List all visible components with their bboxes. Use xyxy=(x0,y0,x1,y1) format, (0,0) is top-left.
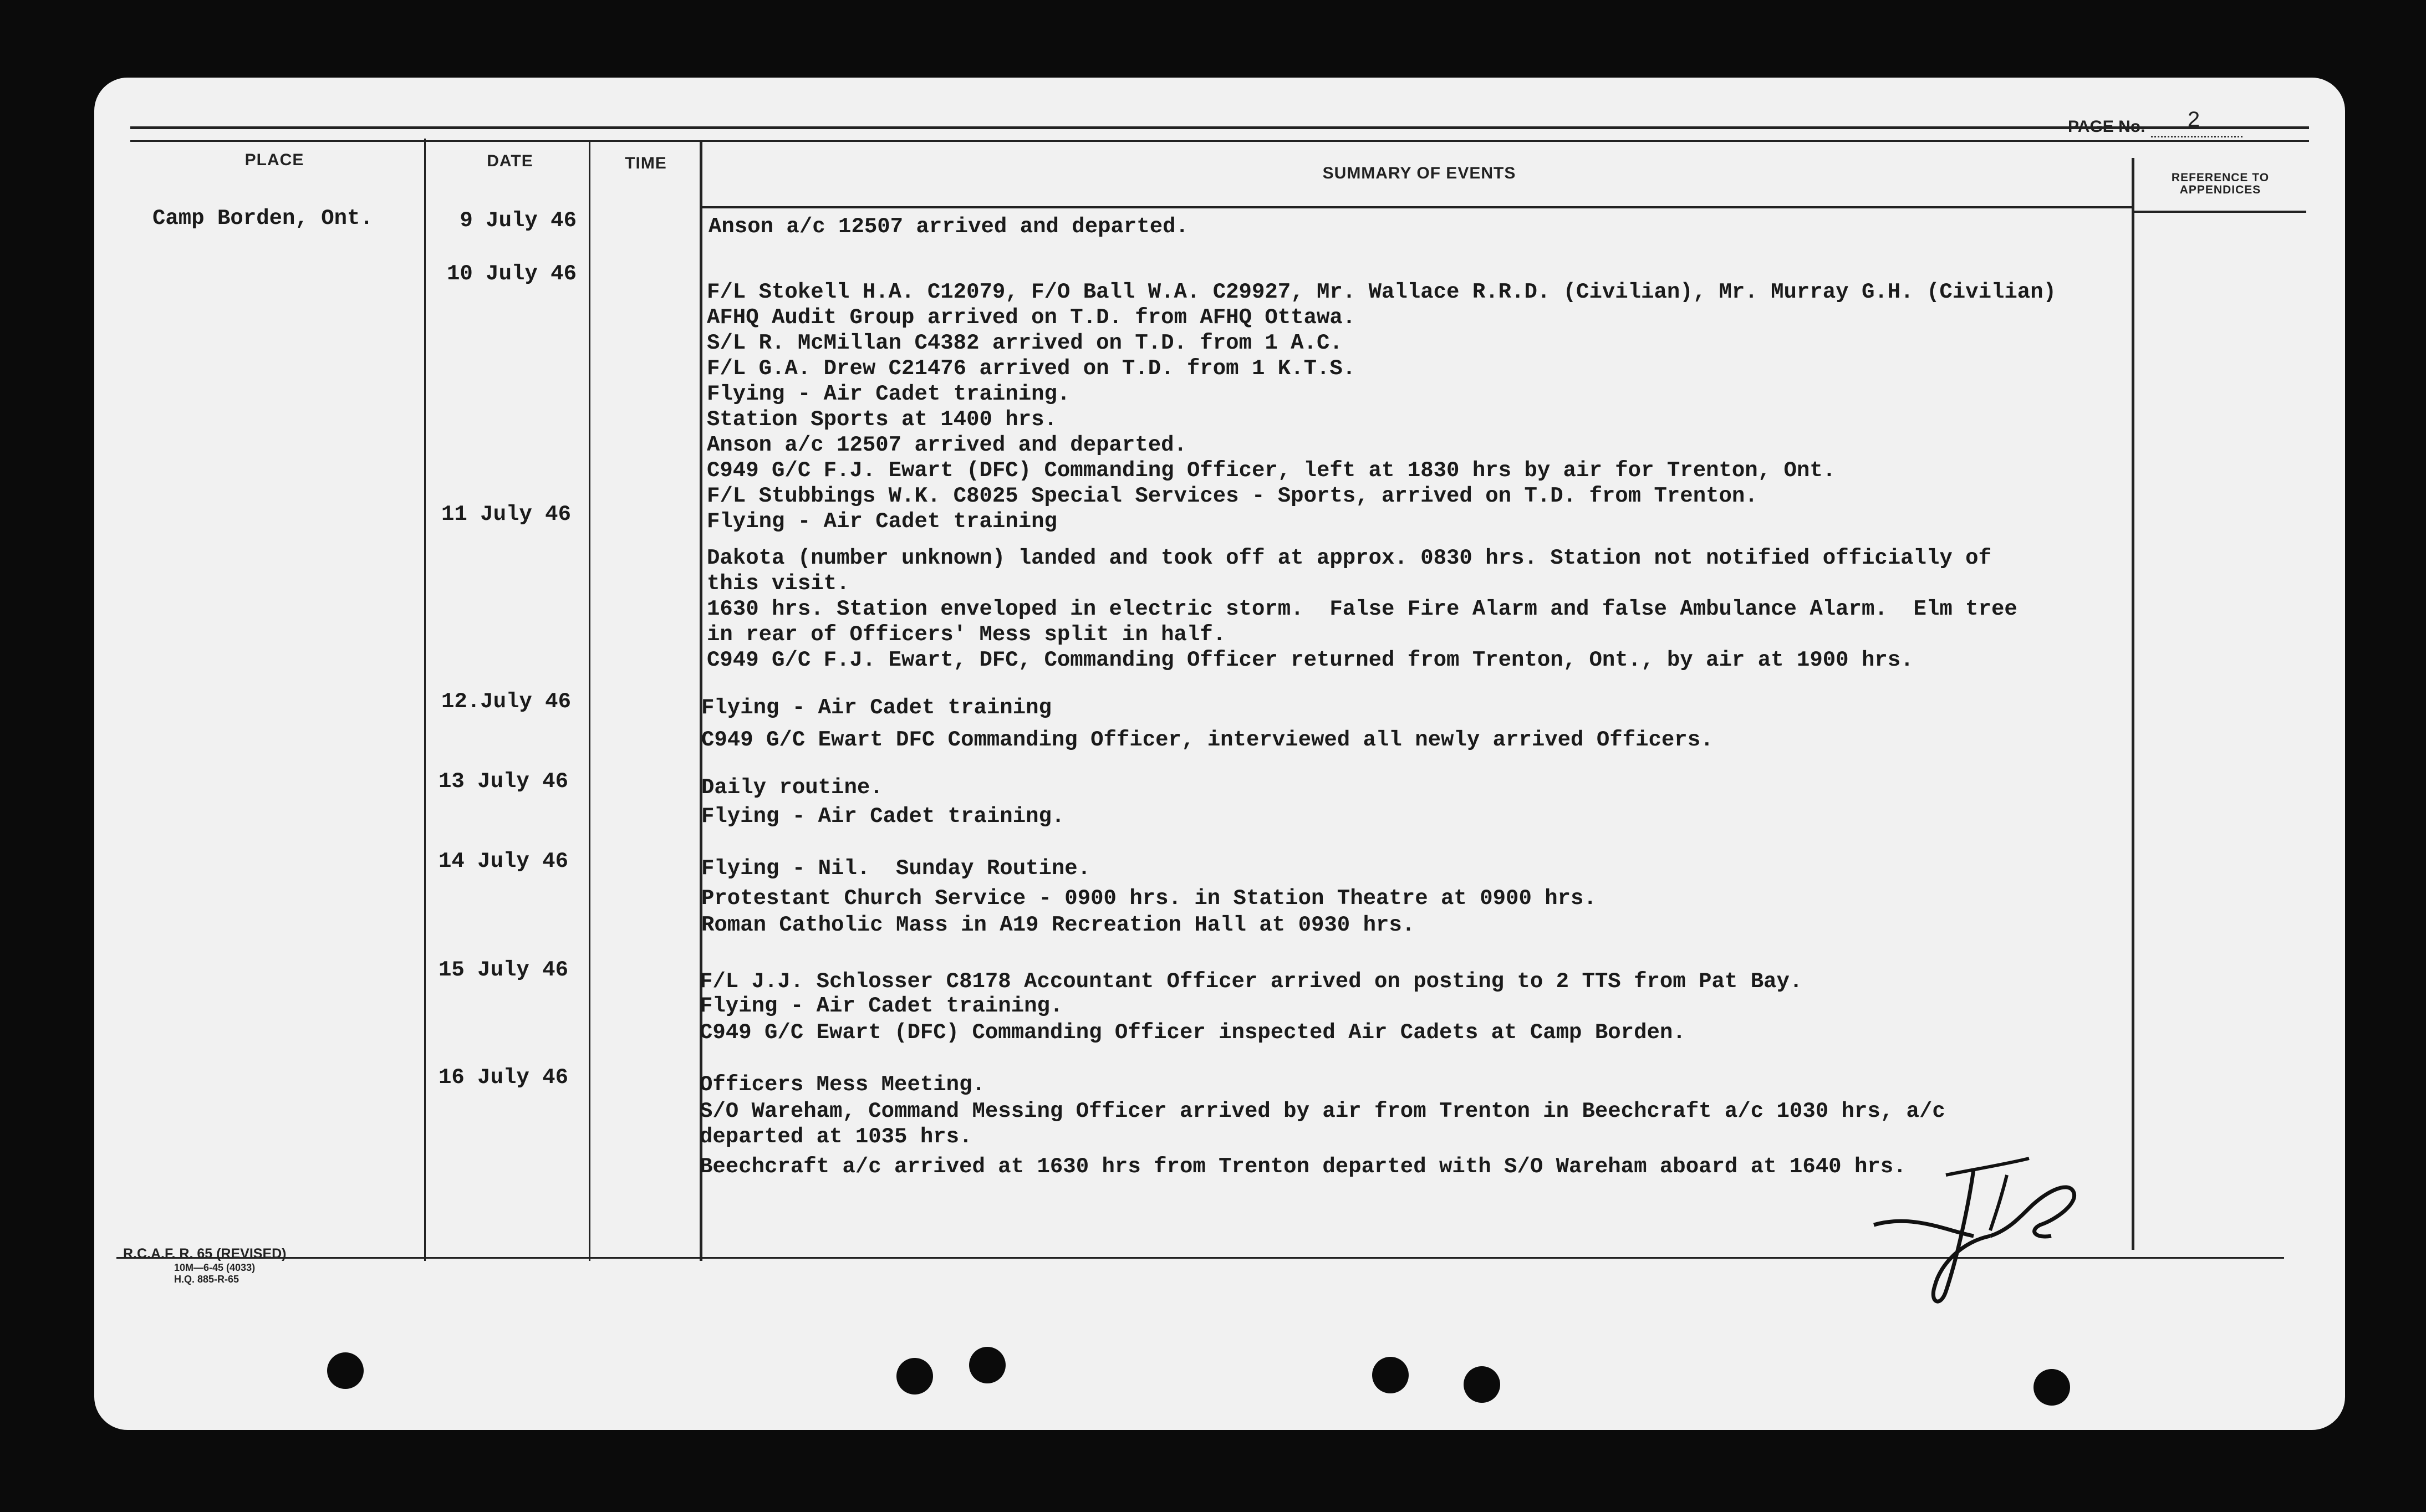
event-line: F/L Stokell H.A. C12079, F/O Ball W.A. C29927, Mr. Wallace R.R.D. (Civilian), Mr. Murray G.H. (Civilian) xyxy=(707,280,2056,304)
handwritten-initials-signature xyxy=(1863,1147,2096,1314)
column-header-date: DATE xyxy=(487,152,533,170)
event-line: F/L G.A. Drew C21476 arrived on T.D. from 1 K.T.S. xyxy=(707,356,1356,381)
punch-hole xyxy=(1372,1357,1409,1393)
page-no-underline xyxy=(2151,136,2242,137)
reference-header-rule xyxy=(2134,211,2306,213)
event-line: Beechcraft a/c arrived at 1630 hrs from Trenton departed with S/O Wareham aboard at 1640 hrs. xyxy=(700,1155,1907,1179)
event-line: S/O Wareham, Command Messing Officer arrived by air from Trenton in Beechcraft a/c 1030 hrs, a/c xyxy=(700,1099,1945,1123)
event-line: Daily routine. xyxy=(701,775,883,800)
event-line: C949 G/C Ewart DFC Commanding Officer, interviewed all newly arrived Officers. xyxy=(701,728,1714,752)
event-line: C949 G/C F.J. Ewart (DFC) Commanding Officer, left at 1830 hrs by air for Trenton, Ont. xyxy=(707,458,1836,483)
event-line: Roman Catholic Mass in A19 Recreation Hall at 0930 hrs. xyxy=(701,913,1415,937)
form-footer xyxy=(123,1246,287,1285)
event-line: F/L J.J. Schlosser C8178 Accountant Officer arrived on posting to 2 TTS from Pat Bay. xyxy=(700,969,1803,994)
event-line: Protestant Church Service - 0900 hrs. in Station Theatre at 0900 hrs. xyxy=(701,886,1597,911)
event-line: Anson a/c 12507 arrived and departed. xyxy=(707,433,1187,457)
event-line: in rear of Officers' Mess split in half. xyxy=(707,622,1226,647)
form-number: R.C.A.F. R. 65 (REVISED) xyxy=(123,1246,287,1261)
date-entry: 15 July 46 xyxy=(438,958,568,982)
form-hq-code: H.Q. 885-R-65 xyxy=(174,1274,239,1285)
column-header-summary: SUMMARY OF EVENTS xyxy=(1322,164,1516,182)
event-line: AFHQ Audit Group arrived on T.D. from AFHQ Ottawa. xyxy=(707,305,1356,330)
punch-hole xyxy=(1464,1366,1500,1403)
place-value: Camp Borden, Ont. xyxy=(152,206,373,231)
column-header-reference: REFERENCE TO APPENDICES xyxy=(2171,171,2270,196)
date-entry: 13 July 46 xyxy=(438,769,568,794)
event-line: C949 G/C Ewart (DFC) Commanding Officer inspected Air Cadets at Camp Borden. xyxy=(700,1020,1686,1045)
event-line: Anson a/c 12507 arrived and departed. xyxy=(709,214,1189,239)
date-entry: 16 July 46 xyxy=(438,1065,568,1090)
punch-hole xyxy=(969,1347,1006,1383)
event-line: Flying - Air Cadet training xyxy=(707,509,1057,534)
column-header-time: TIME xyxy=(625,154,667,172)
page-no-value: 2 xyxy=(2187,109,2201,134)
event-line: C949 G/C F.J. Ewart, DFC, Commanding Officer returned from Trenton, Ont., by air at 1900 hrs. xyxy=(707,648,1914,672)
event-line: 1630 hrs. Station enveloped in electric storm. False Fire Alarm and false Ambulance Alarm. Elm tree xyxy=(707,597,2017,621)
event-line: F/L Stubbings W.K. C8025 Special Services - Sports, arrived on T.D. from Trenton. xyxy=(707,484,1758,508)
event-line: Station Sports at 1400 hrs. xyxy=(707,407,1057,432)
event-line: Flying - Air Cadet training xyxy=(701,696,1052,720)
event-line: Officers Mess Meeting. xyxy=(700,1072,985,1097)
date-entry: 10 July 46 xyxy=(446,262,577,286)
date-entry: 14 July 46 xyxy=(438,849,568,874)
header-rule-bottom xyxy=(130,140,2309,142)
event-line: departed at 1035 hrs. xyxy=(700,1125,972,1149)
event-line: S/L R. McMillan C4382 arrived on T.D. from 1 A.C. xyxy=(707,331,1343,355)
event-line: Flying - Air Cadet training. xyxy=(700,994,1063,1018)
event-line: Dakota (number unknown) landed and took off at approx. 0830 hrs. Station not notified officially of xyxy=(707,546,1991,570)
column-divider-date-time xyxy=(589,141,590,1261)
punch-hole xyxy=(2033,1369,2070,1406)
event-line: Flying - Air Cadet training. xyxy=(707,382,1071,406)
summary-header-rule xyxy=(701,206,2132,208)
header-rule-top xyxy=(130,126,2309,129)
date-entry: 11 July 46 xyxy=(441,502,571,527)
page-no-label: PAGE No. xyxy=(2068,118,2145,136)
column-header-place: PLACE xyxy=(244,151,304,169)
column-divider-summary-reference xyxy=(2132,158,2134,1250)
event-line: Flying - Air Cadet training. xyxy=(701,804,1065,829)
form-print-code: 10M—6-45 (4033) xyxy=(174,1262,256,1273)
date-entry: 9 July 46 xyxy=(460,208,577,233)
event-line: Flying - Nil. Sunday Routine. xyxy=(701,856,1091,881)
date-entry: 12.July 46 xyxy=(441,689,571,714)
punch-hole xyxy=(896,1358,933,1394)
punch-hole xyxy=(327,1352,364,1389)
event-line: this visit. xyxy=(707,571,850,596)
